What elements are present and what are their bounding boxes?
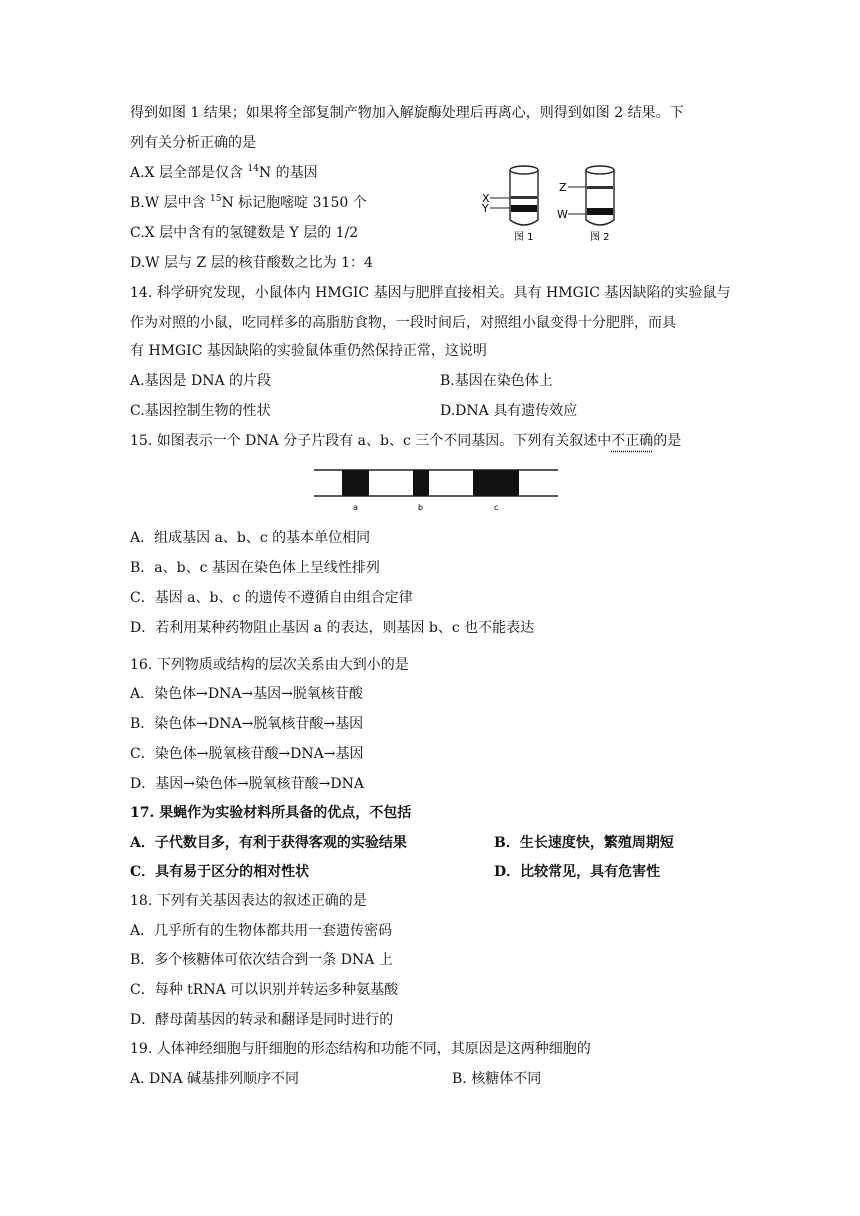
q16-option-a: A．染色体→DNA→基因→脱氧核苷酸 (130, 686, 363, 702)
q14-stem-2: 作为对照的小鼠，吃同样多的高脂肪食物，一段时间后，对照组小鼠变得十分肥胖，而具 (130, 315, 676, 331)
dna-segment-figure (312, 466, 560, 514)
q17-option-d: D．比较常见，具有危害性 (494, 864, 661, 880)
tube-1 (510, 166, 538, 225)
q13-a-sup: 14 (247, 164, 259, 174)
q14-option-d: D.DNA 具有遗传效应 (440, 403, 578, 419)
tube-2 (586, 166, 614, 225)
q16-option-d: D．基因→染色体→脱氧核苷酸→DNA (130, 776, 365, 792)
q18-stem: 18. 下列有关基因表达的叙述正确的是 (130, 893, 367, 909)
q16-stem: 16. 下列物质或结构的层次关系由大到小的是 (130, 657, 409, 673)
q15-stem (130, 431, 681, 451)
gene-a-block (342, 470, 369, 496)
q18-option-a: A．几乎所有的生物体都共用一套遗传密码 (130, 923, 393, 939)
q15-stem-post: 的是 (653, 433, 682, 449)
intro-line-1: 得到如图 1 结果；如果将全部复制产物加入解旋酶处理后再离心，则得到如图 2 结果。下 (130, 105, 684, 121)
intro-line-2: 列有关分析正确的是 (130, 135, 256, 151)
q18-option-b: B．多个核糖体可依次结合到一条 DNA 上 (130, 952, 393, 968)
q17-option-b: B．生长速度快，繁殖周期短 (494, 835, 674, 851)
caption-figure-1: 图 1 (514, 232, 534, 242)
q14-stem-1: 14. 科学研究发现，小鼠体内 HMGIC 基因与肥胖直接相关。具有 HMGIC 基因缺陷的实验鼠与 (130, 285, 731, 301)
q14-stem-3: 有 HMGIC 基因缺陷的实验鼠体重仍然保持正常，这说明 (130, 343, 487, 359)
q15-stem-pre: 15. 如图表示一个 DNA 分子片段有 a、b、c 三个不同基因。下列有关叙述中 (130, 433, 612, 449)
q17-option-a: A．子代数目多，有利于获得客观的实验结果 (130, 835, 407, 851)
q15-option-a: A．组成基因 a、b、c 的基本单位相同 (130, 530, 371, 546)
q17-stem: 17. 果蝇作为实验材料所具备的优点，不包括 (130, 805, 412, 821)
gene-c-block (473, 470, 519, 496)
label-z: Z (559, 181, 567, 194)
q13-a-text: A.X 层全部是仅含 (130, 165, 248, 181)
q13-b-sup: 15 (210, 194, 222, 204)
q19-stem: 19. 人体神经细胞与肝细胞的形态结构和功能不同，其原因是这两种细胞的 (130, 1041, 591, 1057)
label-w: W (557, 208, 568, 221)
gene-b-label: b (418, 503, 424, 512)
q18-option-d: D．酵母菌基因的转录和翻译是同时进行的 (130, 1012, 394, 1028)
caption-figure-2: 图 2 (590, 232, 610, 242)
q15-option-c: C．基因 a、b、c 的遗传不遵循自由组合定律 (130, 590, 413, 606)
q15-option-b: B．a、b、c 基因在染色体上呈线性排列 (130, 560, 380, 576)
q15-stem-emphasis: 不正确 (611, 433, 654, 449)
gene-b-block (413, 470, 429, 496)
q13-b-text: B.W 层中含 (130, 195, 211, 211)
q19-option-a: A. DNA 碱基排列顺序不同 (130, 1071, 300, 1087)
q13-option-a (130, 163, 318, 183)
label-x: X (482, 192, 490, 205)
label-y: Y (482, 202, 489, 215)
q14-option-a: A.基因是 DNA 的片段 (130, 373, 272, 389)
gene-c-label: c (494, 503, 499, 512)
q16-option-b: B．染色体→DNA→脱氧核苷酸→基因 (130, 716, 364, 732)
q13-option-c: C.X 层中含有的氢键数是 Y 层的 1/2 (130, 225, 359, 241)
q13-b-text-2: N 标记胞嘧啶 3150 个 (221, 195, 367, 211)
q15-option-d: D．若利用某种药物阻止基因 a 的表达，则基因 b、c 也不能表达 (130, 620, 535, 636)
q14-option-b: B.基因在染色体上 (440, 373, 553, 389)
q19-option-b: B. 核糖体不同 (452, 1071, 542, 1087)
q13-a-text-2: N 的基因 (258, 165, 318, 181)
q14-option-c: C.基因控制生物的性状 (130, 403, 271, 419)
q18-option-c: C．每种 tRNA 可以识别并转运多种氨基酸 (130, 982, 399, 998)
q13-option-b (130, 193, 367, 213)
q17-option-c: C．具有易于区分的相对性状 (130, 864, 310, 880)
centrifuge-tubes-figure (478, 160, 648, 242)
gene-a-label: a (353, 503, 358, 512)
q16-option-c: C．染色体→脱氧核苷酸→DNA→基因 (130, 746, 364, 762)
q13-option-d: D.W 层与 Z 层的核苷酸数之比为 1：4 (130, 255, 373, 271)
